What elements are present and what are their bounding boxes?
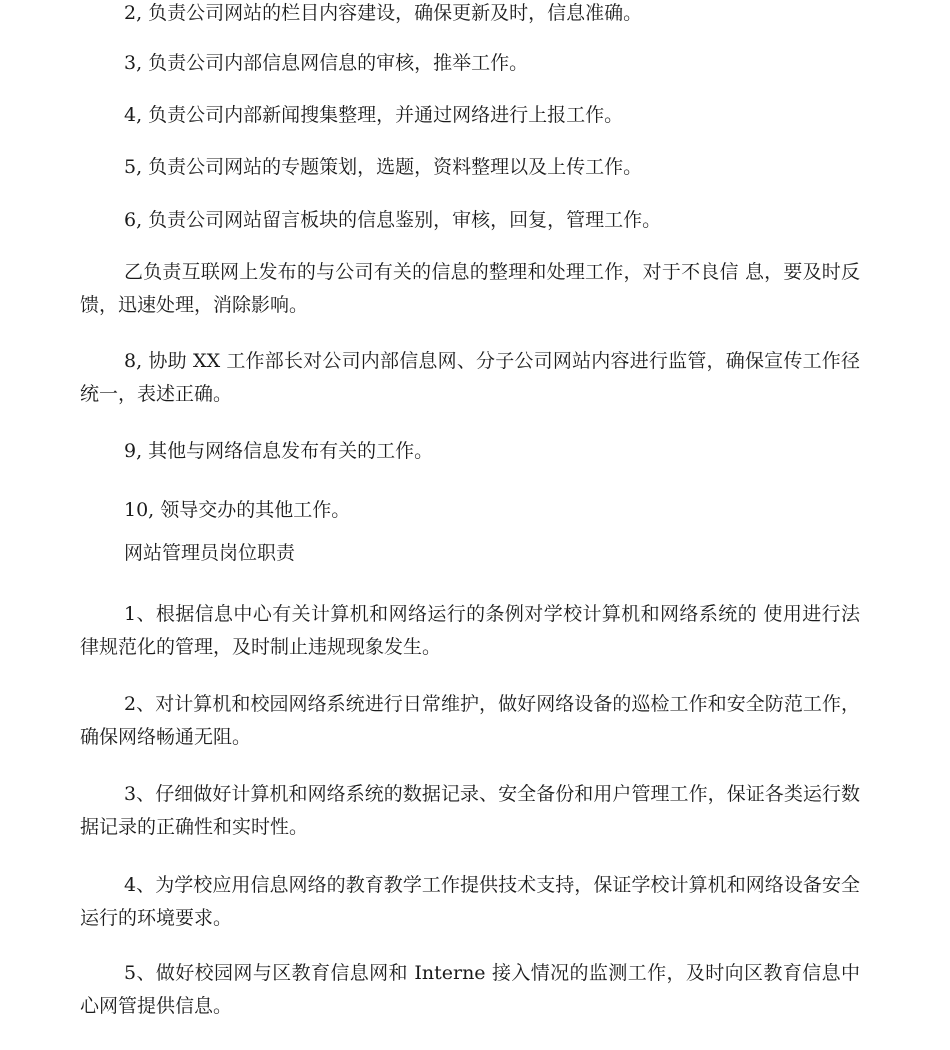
section-heading: 网站管理员岗位职责	[124, 542, 296, 564]
admin-duty-5: 5、做好校园网与区教育信息网和 Interne 接入情况的监测工作，及时向区教育信息中心网管提供信息。	[80, 962, 860, 1017]
duty-item-6: 6, 负责公司网站留言板块的信息鉴别，审核，回复，管理工作。	[124, 209, 662, 231]
duty-item-3: 3, 负责公司内部信息网信息的审核，推举工作。	[124, 52, 529, 74]
duty-item-5: 5, 负责公司网站的专题策划，选题，资料整理以及上传工作。	[124, 156, 643, 178]
duty-item-7: 乙负责互联网上发布的与公司有关的信息的整理和处理工作，对于不良信 息，要及时反馈，迅速处理，消除影响。	[80, 261, 860, 316]
admin-duty-4: 4、为学校应用信息网络的教育教学工作提供技术支持，保证学校计算机和网络设备安全运行的环境要求。	[80, 874, 860, 929]
duty-item-9: 9, 其他与网络信息发布有关的工作。	[124, 440, 434, 462]
admin-duty-3: 3、仔细做好计算机和网络系统的数据记录、安全备份和用户管理工作，保证各类运行数据记录的正确性和实时性。	[80, 783, 860, 838]
duty-item-10: 10, 领导交办的其他工作。	[124, 499, 351, 521]
admin-duty-1: 1、根据信息中心有关计算机和网络运行的条例对学校计算机和网络系统的 使用进行法律规范化的管理，及时制止违规现象发生。	[80, 603, 860, 658]
duty-item-2: 2, 负责公司网站的栏目内容建设，确保更新及时，信息准确。	[124, 2, 643, 24]
admin-duty-2: 2、对计算机和校园网络系统进行日常维护，做好网络设备的巡检工作和安全防范工作，确保网络畅通无阻。	[80, 693, 860, 748]
duty-item-4: 4, 负责公司内部新闻搜集整理，并通过网络进行上报工作。	[124, 104, 624, 126]
duty-item-8: 8, 协助 XX 工作部长对公司内部信息网、分子公司网站内容进行监管，确保宣传工作径统一，表述正确。	[80, 350, 860, 405]
